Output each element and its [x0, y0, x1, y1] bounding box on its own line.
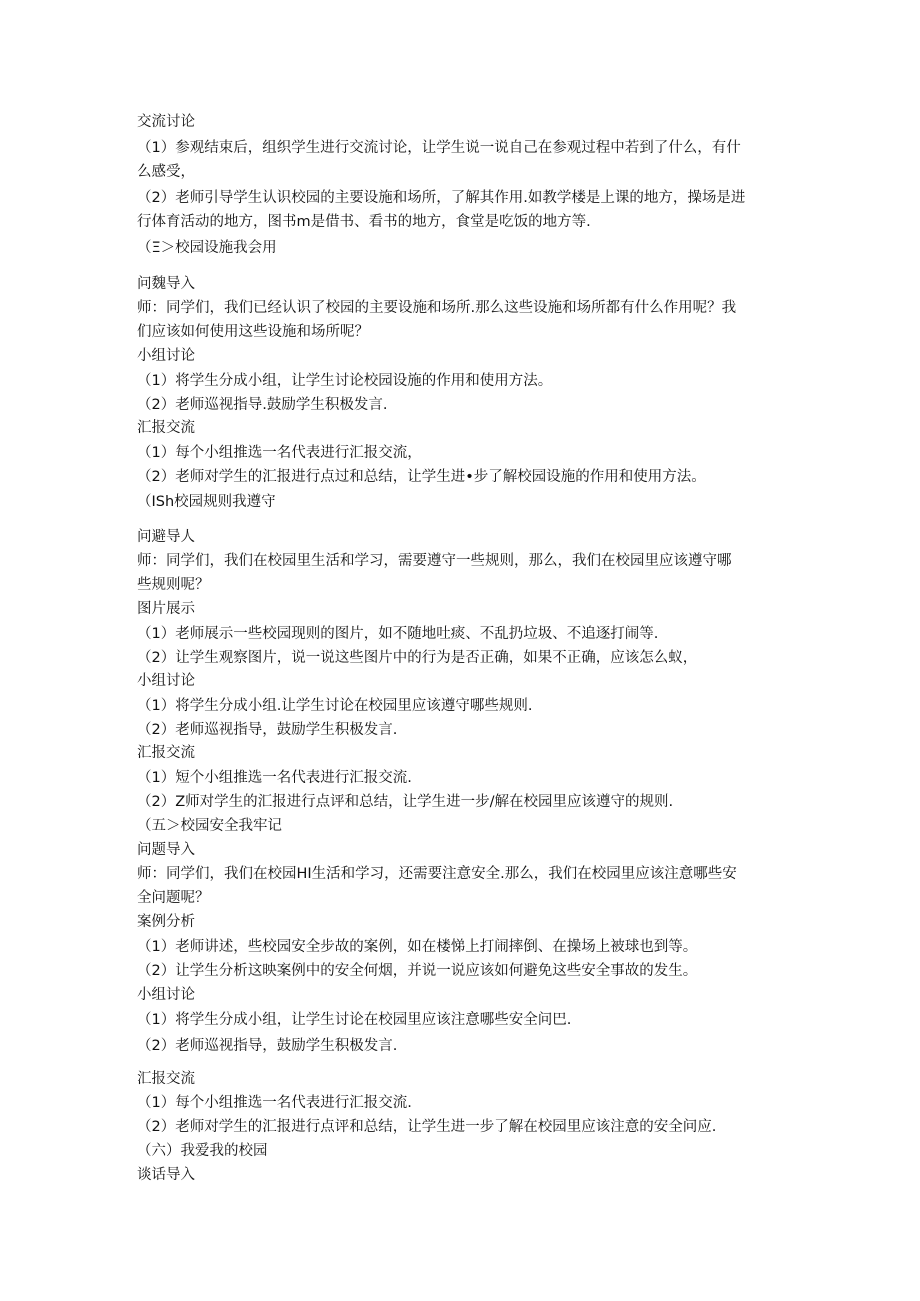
text-line: （1）将学生分成小组.让学生讨论在校园里应该遵守哪些规则.	[137, 698, 533, 714]
section-heading-3: （Ξ＞校园设施我会用	[137, 240, 277, 256]
text-line: （2）老师巡视指导.鼓励学生积极发言.	[137, 397, 388, 413]
text-line: （1）将学生分成小组，让学生讨论在校园里应该注意哪些安全问巴.	[137, 1012, 572, 1028]
section-heading-6: （六）我爱我的校园	[137, 1143, 268, 1159]
text-line: 师：同学们，我们在校园HI生活和学习，还需要注意安全.那么，我们在校园里应该注意哪些安	[137, 866, 737, 882]
section-heading-4: （ISh校园规则我遵守	[137, 494, 276, 510]
subheading-group-discussion: 小组讨论	[137, 348, 195, 364]
heading-exchange-discussion: 交流讨论	[137, 114, 195, 130]
subheading-group-discussion: 小组讨论	[137, 987, 195, 1003]
text-line: （1）每个小组推选一名代表进行汇报交流.	[137, 1095, 412, 1111]
text-line: （2）让学生分析这映案例中的安全何烟，并说一说应该如何避免这些安全事故的发生。	[137, 963, 698, 979]
text-line: 师：同学们，我们已经认识了校园的主要设施和场所.那么这些设施和场所都有什么作用呢？我	[137, 300, 737, 316]
subheading-question-intro: 问避导人	[137, 529, 195, 545]
text-line: （1）短个小组推选一名代表进行汇报交流.	[137, 770, 412, 786]
text-line: （1）每个小组推选一名代表进行汇报交流，	[137, 445, 422, 461]
text-line: （1）老师讲述，些校园安全步故的案例，如在楼悌上打闹摔倒、在操场上被球也到等。	[137, 939, 698, 955]
subheading-report: 汇报交流	[137, 745, 195, 761]
text-line: （2）Z师对学生的汇报进行点评和总结，让学生进一步/解在校园里应该遵守的规则.	[137, 794, 674, 810]
text-line: 师：同学们，我们在校园里生活和学习，需要遵守一些规则，那么，我们在校园里应该遵守哪	[137, 553, 732, 569]
subheading-report: 汇报交流	[137, 1071, 195, 1087]
text-line: （2）老师引导学生认识校园的主要设施和场所，了解其作用.如教学楼是上课的地方，操场是进	[137, 190, 746, 206]
text-line: （2）老师巡视指导，鼓励学生积极发言.	[137, 722, 398, 738]
text-line: （1）参观结束后，组织学生进行交流讨论，让学生说一说自己在参观过程中若到了什么，有什	[137, 140, 741, 156]
text-line: 些规则呢？	[137, 577, 210, 593]
subheading-talk-intro: 谈话导入	[137, 1167, 195, 1183]
text-line: （1）老师展示一些校园现则的图片，如不随地吐痰、不乱扔垃圾、不追逐打闹等.	[137, 626, 659, 642]
text-line: （1）将学生分成小组，让学生讨论校园设施的作用和使用方法。	[137, 373, 553, 389]
section-heading-5: （五＞校园安全我牢记	[137, 818, 282, 834]
subheading-group-discussion: 小组讨论	[137, 673, 195, 689]
text-line: （2）老师巡视指导，鼓励学生积极发言.	[137, 1038, 398, 1054]
subheading-picture-show: 图片展示	[137, 601, 195, 617]
subheading-report: 汇报交流	[137, 420, 195, 436]
text-line: （2）老师对学生的汇报进行点评和总结，让学生进一步了解在校园里应该注意的安全问应.	[137, 1119, 717, 1135]
subheading-case-analysis: 案例分析	[137, 914, 195, 930]
subheading-question-intro: 问魏导入	[137, 276, 195, 292]
text-line: 全问题呢？	[137, 890, 210, 906]
text-line: （2）让学生观察图片，说一说这些图片中的行为是否正确，如果不正确，应该怎么蚁，	[137, 650, 698, 666]
subheading-question-intro: 问题导入	[137, 842, 195, 858]
text-line: 们应该如何使用这些设施和场所呢？	[137, 324, 369, 340]
text-line: 么感受，	[137, 164, 195, 180]
text-line: 行体育活动的地方，图书m是借书、看书的地方，食堂是吃饭的地方等.	[137, 214, 591, 230]
text-line: （2）老师对学生的汇报进行点过和总结，让学生进•步了解校园设施的作用和使用方法。	[137, 469, 706, 485]
